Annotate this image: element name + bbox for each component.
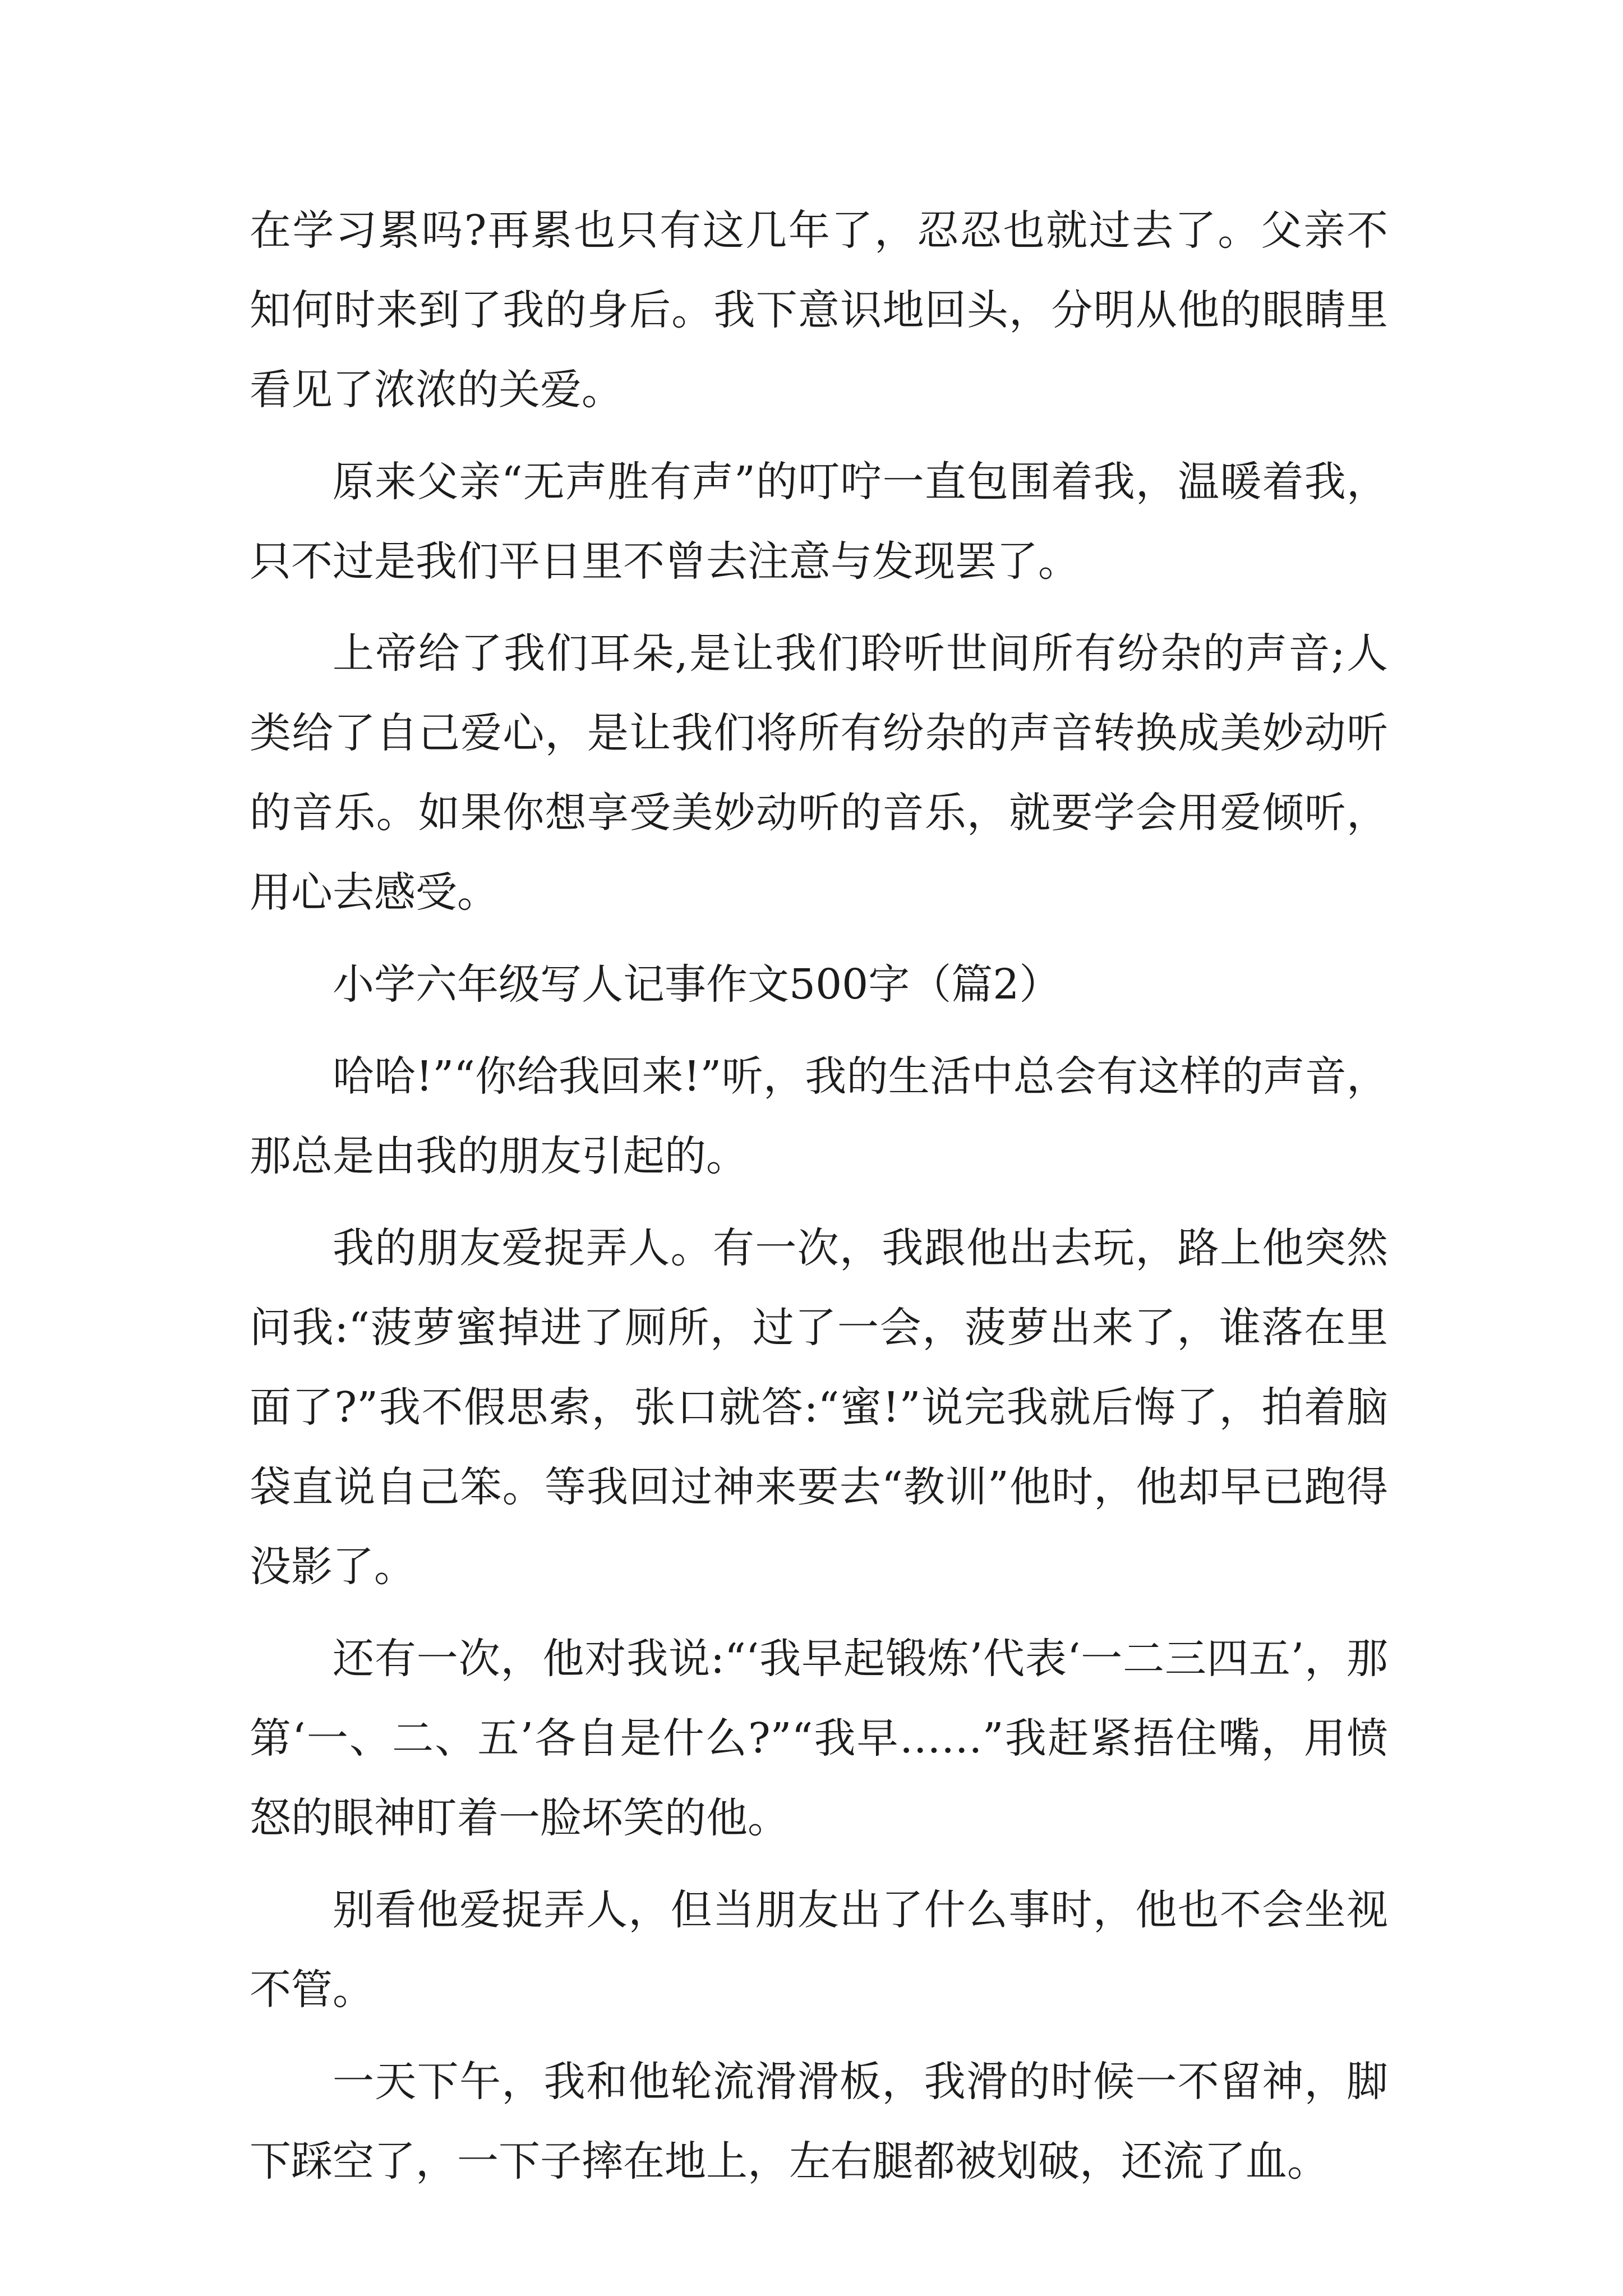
paragraph-4: 哈哈!”“你给我回来!”听，我的生活中总会有这样的声音，那总是由我的朋友引起的。 — [250, 1052, 1388, 1180]
paragraph-5: 我的朋友爱捉弄人。有一次，我跟他出去玩，路上他突然问我:“菠萝蜜掉进了厕所，过了一会，菠萝出来了，谁落在里面了?”我不假思索，张口就答:“蜜!”说完我就后悔了，拍着脑袋直说自己笨。等我回过神来要去“教训”他时，他却早已跑得没影了。 — [250, 1224, 1388, 1591]
paragraph-1: 在学习累吗?再累也只有这几年了，忍忍也就过去了。父亲不知何时来到了我的身后。我下意识地回头，分明从他的眼睛里看见了浓浓的关爱。 — [250, 206, 1388, 414]
paragraph-3: 上帝给了我们耳朵,是让我们聆听世间所有纷杂的声音;人类给了自己爱心，是让我们将所有纷杂的声音转换成美妙动听的音乐。如果你想享受美妙动听的音乐，就要学会用爱倾听，用心去感受。 — [250, 629, 1388, 917]
paragraph-6: 还有一次，他对我说:“‘我早起锻炼’代表‘一二三四五’，那第‘一、二、五’各自是什么?”“我早……”我赶紧捂住嘴，用愤怒的眼神盯着一脸坏笑的他。 — [250, 1635, 1388, 1842]
document-body — [250, 191, 1388, 2214]
section-heading: 小学六年级写人记事作文500字（篇2） — [333, 960, 1061, 1009]
paragraph-2: 原来父亲“无声胜有声”的叮咛一直包围着我，温暖着我，只不过是我们平日里不曾去注意与发现罢了。 — [250, 458, 1388, 586]
paragraph-7: 别看他爱捉弄人，但当朋友出了什么事时，他也不会坐视不管。 — [250, 1886, 1388, 2014]
paragraph-8: 一天下午，我和他轮流滑滑板，我滑的时候一不留神，脚下踩空了，一下子摔在地上，左右腿都被划破，还流了血。 — [250, 2058, 1388, 2185]
